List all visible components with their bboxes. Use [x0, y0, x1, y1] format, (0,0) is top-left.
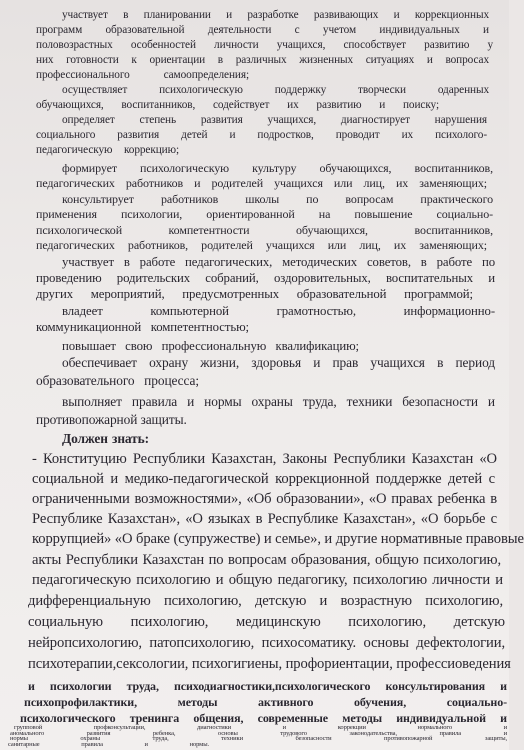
text-line: психологической компетентности обучающихся, воспитанников, [36, 223, 493, 237]
text-line: осуществляет психологическую поддержку творчески одаренных [62, 84, 489, 96]
text-line: аномального развития ребенка, основы трудового законодательства, правила и [10, 729, 507, 737]
text-line: санитарные правила и нормы. [8, 740, 209, 748]
text-line: профессионального самоопределения; [36, 69, 249, 81]
text-line: дифференциальную психологию, детскую и возрастную психологию, [28, 593, 503, 609]
text-line: социальную психологию, медицинскую психологию, детскую [28, 614, 505, 630]
text-line: образовательного процесса; [36, 373, 199, 388]
text-line: нормы охраны труда, техники безопасности противопожарной защиты, [10, 735, 507, 742]
text-line: проведению родительских собраний, оздоровительных, воспитательных и [36, 271, 495, 285]
text-line: них готовности к ориентации в различных жизненных ситуациях и вопросах [36, 54, 489, 66]
text-line: коррупцией» «О браке (супружестве) и семье», и другие нормативные правовые [32, 531, 524, 547]
text-line: определяет степень развития учащихся, диагностирует нарушения [62, 114, 487, 126]
text-line: коммуникационной компетентностью; [36, 320, 249, 334]
text-line: социальной и медико-педагогической коррекционной поддержке детей с [32, 471, 495, 487]
text-line: противопожарной защиты. [36, 412, 187, 427]
text-line: ограниченными возможностями», «Об образовании», «О правах ребенка в [32, 491, 497, 507]
text-line: участвует в работе педагогических, методических советов, в работе по [62, 255, 495, 269]
text-line: повышает свою профессиональную квалификацию; [62, 339, 359, 353]
text-line: консультирует работников школы по вопросам практического [62, 192, 493, 206]
text-line: педагогическую психологию и общую педагогику, психологию личности и [32, 572, 503, 588]
text-line: формирует психологическую культуру обучающихся, воспитанников, [62, 161, 493, 175]
text-line: - Конституцию Республики Казахстан, Законы Республики Казахстан «О [32, 451, 497, 467]
text-line: педагогическую коррекцию; [36, 144, 179, 156]
section-heading: Должен знать: [62, 431, 149, 446]
text-line: социального развития детей и подростков, проводит их психолого- [36, 129, 487, 141]
text-line: педагогических работников и родителей учащихся или лиц, их заменяющих; [36, 176, 487, 190]
text-line: применения психологии, ориентированной на повышение социально- [36, 207, 493, 221]
text-line: и психологии труда, психодиагностики,психологического консультирования и [28, 679, 507, 693]
text-line: психопрофилактики, методы активного обучения, социально- [24, 695, 507, 709]
text-line: выполняет правила и нормы охраны труда, техники безопасности и [62, 394, 495, 409]
text-line: психотерапии,сексологии, психогигиены, профориентации, профессиоведения [28, 656, 511, 672]
text-line: педагогических работников, родителей учащихся или лиц, их заменяющих; [36, 238, 487, 252]
text-line: программ образовательной деятельности с учетом индивидуальных и [36, 24, 489, 36]
text-line: групповой профконсультации, диагностики и коррекции нормального и [14, 724, 507, 731]
text-line: владеет компьютерной грамотностью, информационно- [62, 304, 495, 318]
text-line: участвует в планировании и разработке развивающих и коррекционных [62, 9, 489, 21]
text-line: акты Республики Казахстан по вопросам образования, общую психологию, [32, 552, 501, 568]
text-line: Республике Казахстан», «О языках в Республике Казахстан», «О борьбе с [32, 511, 497, 527]
text-line: психологического тренинга общения, современные методы индивидуальной и [20, 711, 507, 725]
text-line: обучающихся, воспитанников, содействует их развитию и поиску; [36, 99, 439, 111]
text-line: других мероприятий, предусмотренных образовательной программой; [36, 287, 473, 301]
text-line: обеспечивает охрану жизни, здоровья и прав учащихся в период [62, 355, 495, 370]
text-line: половозрастных особенностей личности учащихся, способствует развитию у [36, 39, 493, 51]
text-line: нейропсихологию, патопсихологию, психосоматику. основы дефектологии, [28, 635, 505, 651]
